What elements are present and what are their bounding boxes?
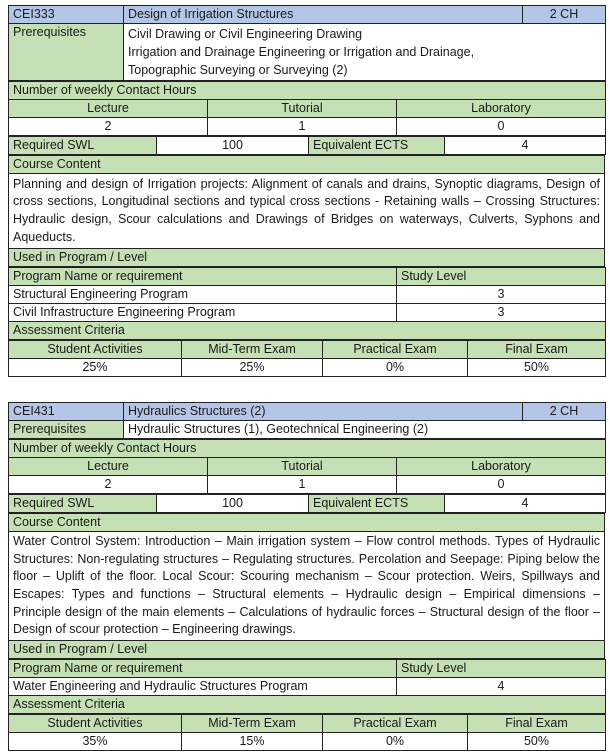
assessment-header: Practical Exam — [323, 341, 468, 359]
course-header-table — [8, 5, 606, 81]
assessment-label: Assessment Criteria — [9, 322, 606, 340]
tutorial-value: 1 — [208, 476, 397, 494]
laboratory-value: 0 — [397, 476, 606, 494]
prerequisite-item: Civil Drawing or Civil Engineering Drawing — [128, 27, 363, 41]
laboratory-header: Laboratory — [397, 458, 606, 476]
course-content-label: Course Content — [9, 514, 605, 532]
contact-hours-table — [8, 81, 606, 136]
laboratory-header: Laboratory — [397, 100, 606, 118]
assessment-value: 25% — [9, 359, 182, 377]
contact-hours-label: Number of weekly Contact Hours — [9, 440, 606, 458]
lecture-header: Lecture — [9, 458, 208, 476]
program-row — [9, 678, 606, 696]
swl-ects-table — [8, 136, 606, 155]
tutorial-value: 1 — [208, 118, 397, 136]
swl-value: 100 — [157, 495, 309, 513]
prerequisites-list — [124, 24, 606, 81]
program-row — [9, 286, 606, 304]
course-code: CEI431 — [9, 403, 124, 421]
programs-table — [8, 267, 606, 340]
program-level: 3 — [397, 304, 606, 322]
used-in-label: Used in Program / Level — [9, 641, 605, 659]
program-name: Civil Infrastructure Engineering Program — [9, 304, 397, 322]
assessment-table — [8, 340, 606, 377]
course-header-table — [8, 402, 606, 439]
assessment-value: 25% — [182, 359, 323, 377]
prerequisites-label: Prerequisites — [9, 24, 124, 81]
used-in-label: Used in Program / Level — [9, 249, 605, 267]
assessment-value: 50% — [468, 359, 606, 377]
credit-hours: 2 CH — [523, 6, 606, 24]
course-content-text: Planning and design of Irrigation projects: Alignment of canals and drains, Synoptic diagrams, Design of cross sections, Longitudinal sections and typical cross sections - Retaining walls – Crossing Structures: Hydraulic design, Scour calculations and Drawings of Bridges on waterways, Culverts, Syphons and Aqueducts. — [9, 174, 605, 249]
assessment-header: Final Exam — [468, 341, 606, 359]
assessment-value: 15% — [182, 733, 323, 751]
program-header: Program Name or requirement — [9, 660, 397, 678]
contact-hours-table — [8, 439, 606, 494]
course-card-cei431 — [8, 402, 605, 751]
swl-label: Required SWL — [9, 137, 157, 155]
assessment-header: Mid-Term Exam — [182, 341, 323, 359]
course-content-table — [8, 155, 605, 267]
assessment-header: Student Activities — [9, 341, 182, 359]
course-title: Hydraulics Structures (2) — [124, 403, 523, 421]
level-header: Study Level — [397, 660, 606, 678]
course-card-cei333 — [8, 5, 605, 377]
prerequisite-item: Topographic Surveying or Surveying (2) — [128, 63, 348, 77]
assessment-value: 0% — [323, 359, 468, 377]
contact-hours-label: Number of weekly Contact Hours — [9, 82, 606, 100]
ects-value: 4 — [445, 137, 606, 155]
prerequisites-label: Prerequisites — [9, 421, 124, 439]
lecture-header: Lecture — [9, 100, 208, 118]
swl-ects-table — [8, 494, 606, 513]
prerequisite-item: Irrigation and Drainage Engineering or Irrigation and Drainage, — [128, 45, 475, 59]
laboratory-value: 0 — [397, 118, 606, 136]
programs-table — [8, 659, 606, 714]
lecture-value: 2 — [9, 118, 208, 136]
course-content-label: Course Content — [9, 156, 605, 174]
ects-label: Equivalent ECTS — [309, 495, 445, 513]
ects-value: 4 — [445, 495, 606, 513]
assessment-header: Student Activities — [9, 715, 182, 733]
program-name: Structural Engineering Program — [9, 286, 397, 304]
assessment-value: 35% — [9, 733, 182, 751]
credit-hours: 2 CH — [523, 403, 606, 421]
assessment-value: 50% — [468, 733, 606, 751]
level-header: Study Level — [397, 268, 606, 286]
tutorial-header: Tutorial — [208, 458, 397, 476]
course-content-text: Water Control System: Introduction – Main irrigation system – Flow control methods. Types of Hydraulic Structures: Non-regulating structures – Regulating structures. Percolation and Seepage: Piping below the floor – Uplift of the floor. Local Scour: Scouring mechanism – Scour protection. Weirs, Spillways and Escapes: Types and functions – Structural elements – Hydraulic design – Empirical dimensions – Principle design of the main elements – Calculations of hydraulic forces – Structural design of the floor – Design of scour protection – Engineering drawings. — [9, 532, 605, 641]
assessment-table — [8, 714, 606, 751]
assessment-header: Mid-Term Exam — [182, 715, 323, 733]
course-code: CEI333 — [9, 6, 124, 24]
program-level: 4 — [397, 678, 606, 696]
tutorial-header: Tutorial — [208, 100, 397, 118]
prerequisite-item: Hydraulic Structures (1), Geotechnical Engineering (2) — [124, 421, 606, 439]
ects-label: Equivalent ECTS — [309, 137, 445, 155]
assessment-value: 0% — [323, 733, 468, 751]
swl-value: 100 — [157, 137, 309, 155]
assessment-label: Assessment Criteria — [9, 696, 606, 714]
program-header: Program Name or requirement — [9, 268, 397, 286]
program-level: 3 — [397, 286, 606, 304]
lecture-value: 2 — [9, 476, 208, 494]
course-title: Design of Irrigation Structures — [124, 6, 523, 24]
program-row — [9, 304, 606, 322]
assessment-header: Practical Exam — [323, 715, 468, 733]
program-name: Water Engineering and Hydraulic Structures Program — [9, 678, 397, 696]
swl-label: Required SWL — [9, 495, 157, 513]
course-content-table — [8, 513, 605, 659]
assessment-header: Final Exam — [468, 715, 606, 733]
